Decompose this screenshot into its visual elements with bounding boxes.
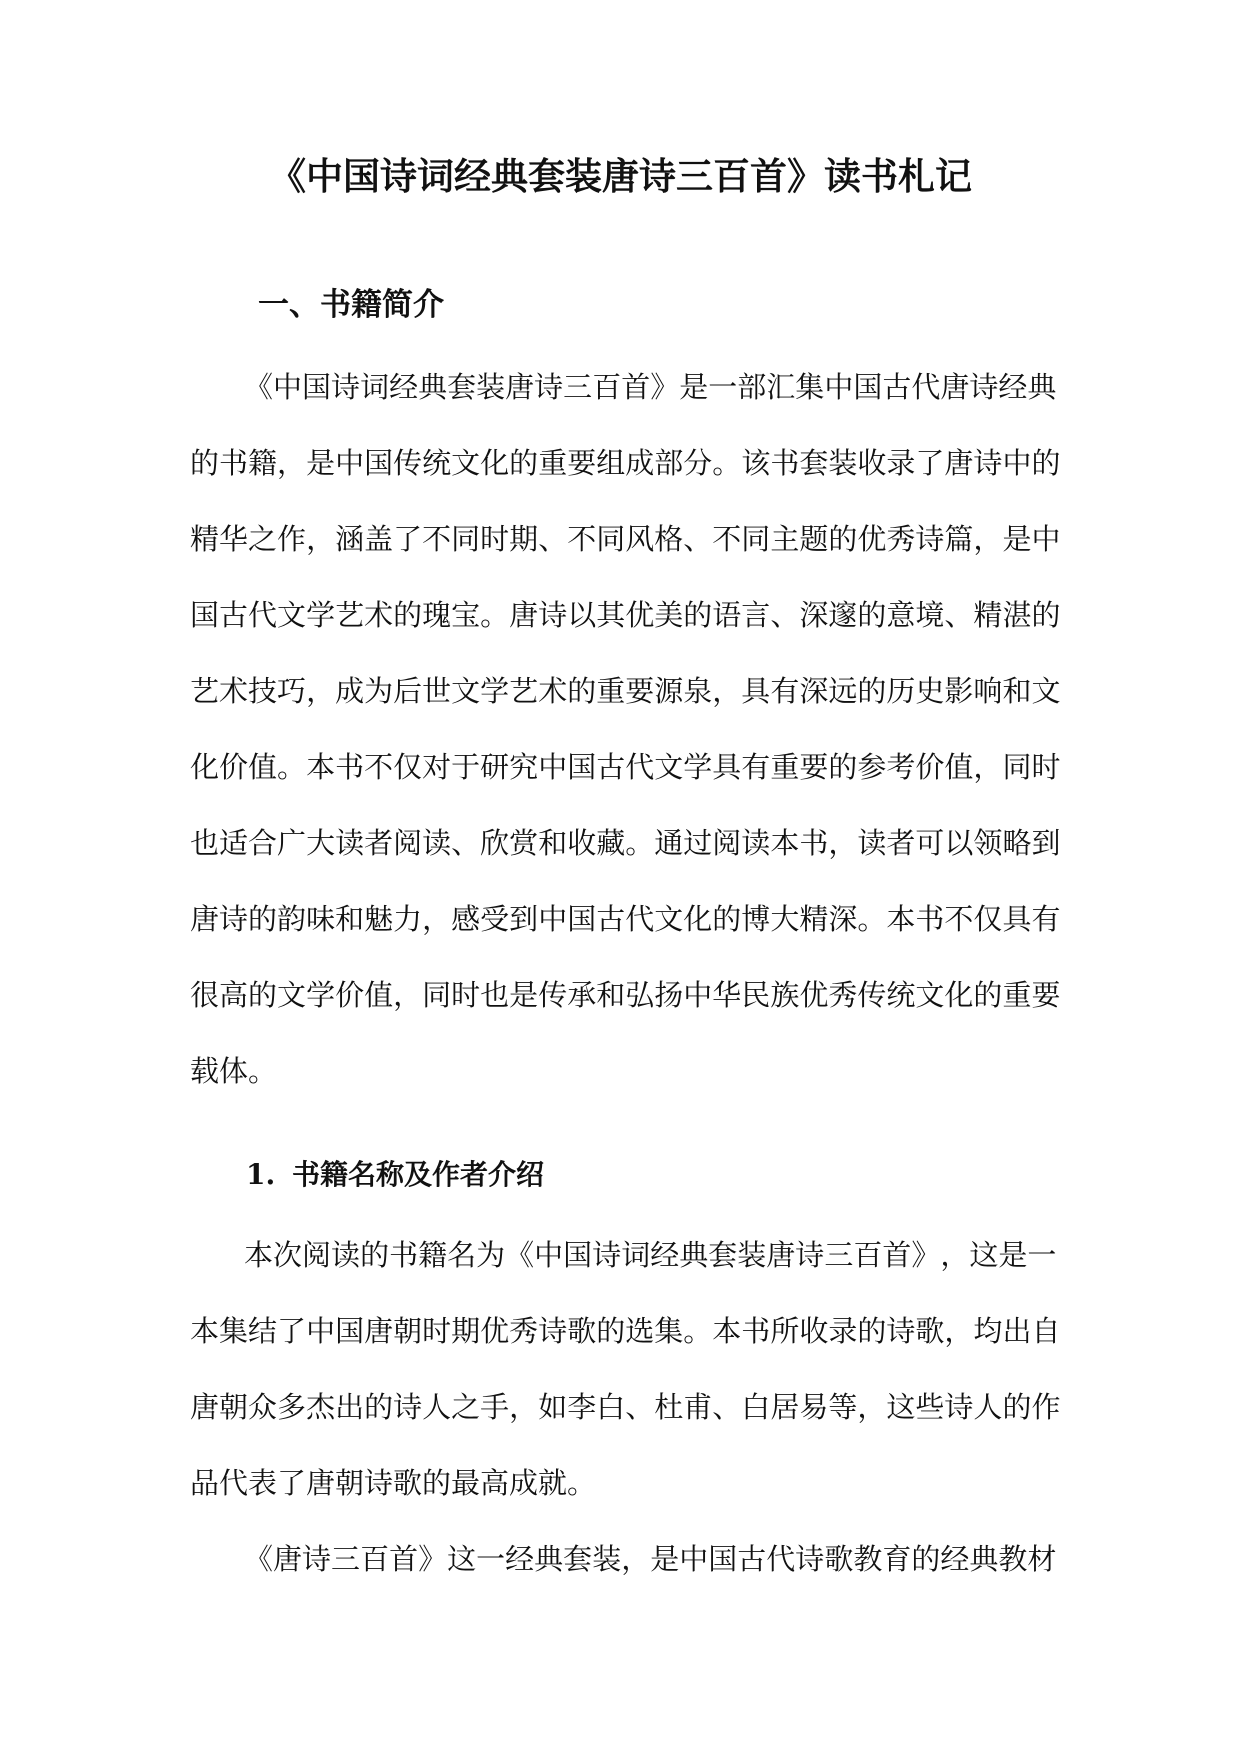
paragraph-line: 的 书 籍 ， 是 中 国 传 统 文 化 的 重 要 组 成 部 分 。 该 书 套 装 收 录 了 唐 诗 中 的 [190,446,1061,480]
paragraph-line: 品代表了唐朝诗歌的最高成就。 [190,1466,597,1500]
paragraph-line: 本 集 结 了 中 国 唐 朝 时 期 优 秀 诗 歌 的 选 集 。 本 书 所 收 录 的 诗 歌 ， 均 出 自 [190,1314,1061,1348]
paragraph-book-intro [190,349,1061,1109]
paragraph-title-author [190,1217,1061,1521]
paragraph-classic-set [190,1521,1057,1597]
subsection-title: 书籍名称及作者介绍 [292,1158,545,1191]
section-heading-book-intro: 一、书籍简介 [258,287,444,323]
document-title: 《中国诗词经典套装唐诗三百首》读书札记 [269,154,972,198]
paragraph-line: 《 唐 诗 三 百 首 》 这 一 经 典 套 装 ， 是 中 国 古 代 诗 歌 教 育 的 经 典 教 材 [244,1542,1057,1576]
paragraph-line: 精 华 之 作 ， 涵 盖 了 不 同 时 期 、 不 同 风 格 、 不 同 主 题 的 优 秀 诗 篇 ， 是 中 [190,522,1061,556]
paragraph-line: 本 次 阅 读 的 书 籍 名 为 《 中 国 诗 词 经 典 套 装 唐 诗 三 百 首 》 ， 这 是 一 [244,1238,1057,1272]
paragraph-line: 唐 诗 的 韵 味 和 魅 力 ， 感 受 到 中 国 古 代 文 化 的 博 大 精 深 。 本 书 不 仅 具 有 [190,902,1061,936]
subsection-number: 1. [246,1158,276,1191]
paragraph-line: 很 高 的 文 学 价 值 ， 同 时 也 是 传 承 和 弘 扬 中 华 民 族 优 秀 传 统 文 化 的 重 要 [190,978,1061,1012]
paragraph-line: 化 价 值 。 本 书 不 仅 对 于 研 究 中 国 古 代 文 学 具 有 重 要 的 参 考 价 值 ， 同 时 [190,750,1061,784]
paragraph-line: 载体。 [190,1054,278,1088]
paragraph-line: 《 中 国 诗 词 经 典 套 装 唐 诗 三 百 首 》 是 一 部 汇 集 中 国 古 代 唐 诗 经 典 [244,370,1057,404]
paragraph-line: 艺 术 技 巧 ， 成 为 后 世 文 学 艺 术 的 重 要 源 泉 ， 具 有 深 远 的 历 史 影 响 和 文 [190,674,1061,708]
subsection-heading-title-author [246,1153,544,1197]
paragraph-line: 国 古 代 文 学 艺 术 的 瑰 宝 。 唐 诗 以 其 优 美 的 语 言 、 深 邃 的 意 境 、 精 湛 的 [190,598,1061,632]
paragraph-line: 唐 朝 众 多 杰 出 的 诗 人 之 手 ， 如 李 白 、 杜 甫 、 白 居 易 等 ， 这 些 诗 人 的 作 [190,1390,1061,1424]
paragraph-line: 也 适 合 广 大 读 者 阅 读 、 欣 赏 和 收 藏 。 通 过 阅 读 本 书 ， 读 者 可 以 领 略 到 [190,826,1061,860]
